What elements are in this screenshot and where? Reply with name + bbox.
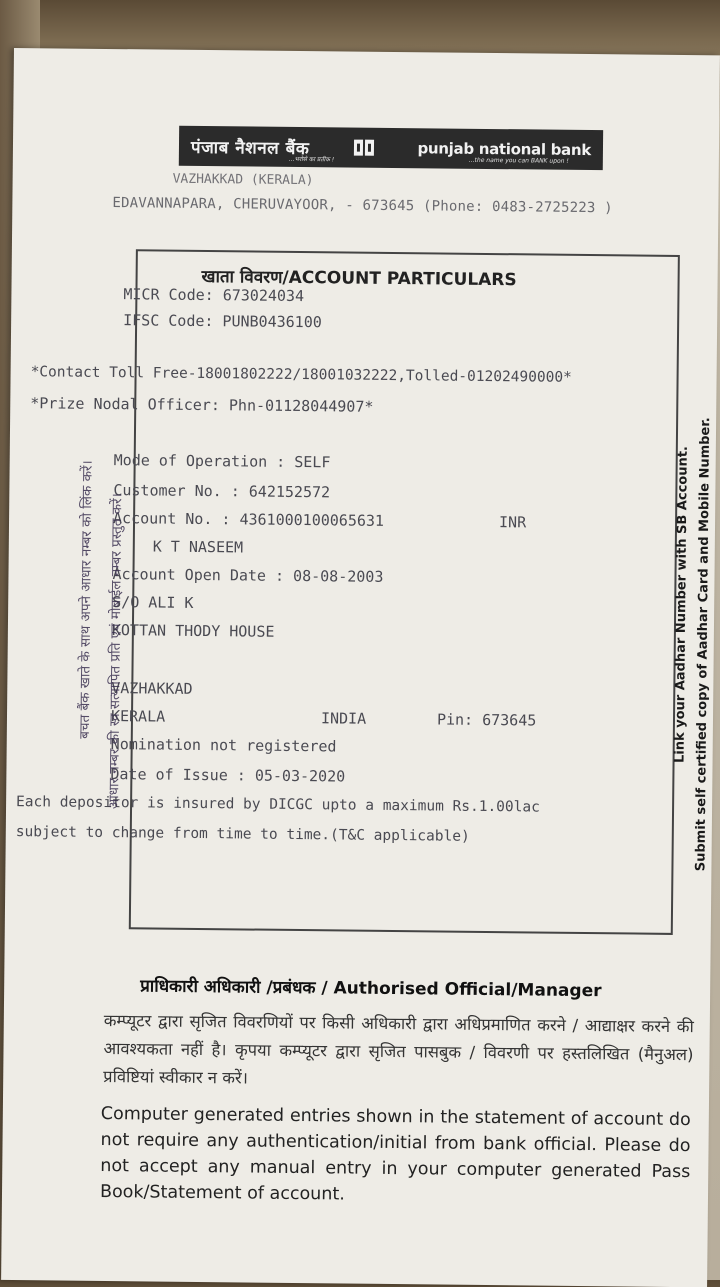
side-note-aadhar-link: Link your Aadhar Number with SB Account. [672, 446, 691, 764]
micr-code: MICR Code: 673024034 [123, 285, 305, 306]
mode-of-operation: Mode of Operation : SELF [113, 451, 331, 472]
country-name: INDIA [320, 709, 367, 728]
aadhar-stamp-line-1: बचत बैंक खाते के साथ अपने आधार नम्बर को लिंक करें। [76, 460, 96, 739]
date-of-issue: Date of Issue : 05-03-2020 [110, 765, 346, 786]
place-name: VAZHAKKAD [111, 679, 193, 698]
customer-number: Customer No. : 642152572 [113, 481, 331, 502]
side-note-aadhar-copy: Submit self certified copy of Aadhar Card and Mobile Number. [693, 417, 714, 872]
aadhar-stamp-line-2: आधार नम्बर की स्व सत्यापित प्रति एवं मोबाईल नम्बर प्रस्तुत करें। [106, 493, 126, 810]
house-name: KOTTAN THODY HOUSE [111, 621, 275, 641]
bank-tagline-hindi: ...भरोसे का प्रतीक ! [288, 155, 335, 164]
dicgc-line-2: subject to change from time to time.(T&C applicable) [15, 824, 470, 845]
account-number: Account No. : 4361000100065631 [112, 509, 385, 530]
pnb-logo-icon [352, 137, 374, 159]
dicgc-line-1: Each depositor is insured by DICGC upto a maximum Rs.1.00lac [16, 794, 540, 816]
bank-name-hindi: पंजाब नैशनल बैंक [190, 137, 310, 159]
account-open-date: Account Open Date : 08-08-2003 [112, 565, 384, 586]
branch-name: VAZHAKKAD (KERALA) [172, 171, 314, 189]
bank-tagline-english: ...the name you can BANK upon ! [468, 156, 569, 165]
father-name: S/O ALI K [112, 593, 194, 612]
branch-address: EDAVANNAPARA, CHERUVAYOOR, - 673645 (Phone: 0483-2725223 ) [112, 195, 613, 217]
nodal-officer-line: *Prize Nodal Officer: Phn-01128044907* [30, 394, 374, 416]
english-notice: Computer generated entries shown in the statement of account do not require any authentication/initial from bank official. Please do not accept any manual entry in your computer generated Pass Book/Statement of account. [99, 1103, 691, 1205]
account-particulars-title: खाता विवरण/ACCOUNT PARTICULARS [201, 266, 517, 291]
ifsc-code: IFSC Code: PUNB0436100 [123, 311, 322, 332]
passbook-page [1, 48, 720, 1287]
pin-code: Pin: 673645 [436, 710, 537, 730]
contact-line: *Contact Toll Free-18001802222/18001032222,Tolled-01202490000* [30, 364, 572, 386]
nomination-status: Nomination not registered [110, 735, 337, 756]
bank-name-english: punjab national bank [417, 139, 592, 160]
hindi-notice: कम्प्यूटर द्वारा सृजित विवरणियों पर किसी अधिकारी द्वारा अधिप्रमाणित करने / आद्याक्षर करने की आवश्यकता नहीं है। कृपया कम्प्यूटर द्वारा सृजित पासबुक / विवरणी पर हस्तलिखित (मैनुअल) प्रविष्टियां स्वीकार न करें। [103, 1010, 694, 1088]
state-name: KERALA [110, 707, 166, 726]
account-holder-name: K T NASEEM [152, 537, 244, 557]
authorised-official-label: प्राधिकारी अधिकारी /प्रबंधक / Authorised Official/Manager [140, 976, 602, 1002]
bank-header-banner [179, 126, 603, 170]
currency: INR [498, 513, 527, 532]
